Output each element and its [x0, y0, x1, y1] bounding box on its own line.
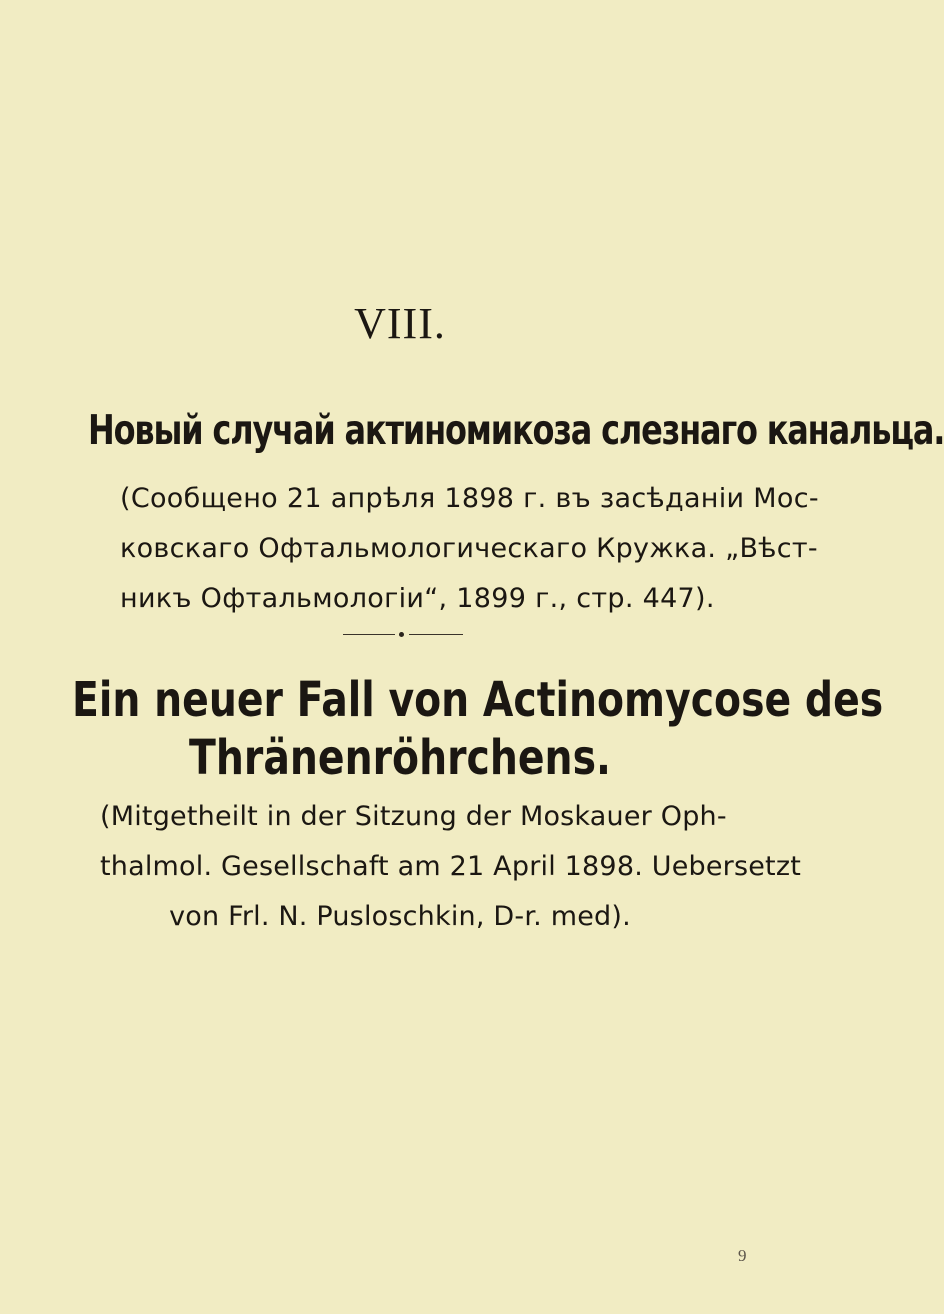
divider-line-left	[343, 634, 395, 635]
section-divider	[343, 634, 463, 636]
page-number: 9	[738, 1246, 747, 1265]
german-note-line: thalmol. Gesellschaft am 21 April 1898. Uebersetzt	[100, 851, 802, 882]
russian-note-line: никъ Офтальмологіи“, 1899 г., стр. 447).	[120, 583, 715, 614]
divider-line-right	[409, 634, 463, 635]
russian-note-line: ковскаго Офтальмологическаго Кружка. „Вѣст-	[120, 533, 818, 564]
german-title-line-1: Ein neuer Fall von Actinomycose des	[72, 672, 884, 728]
german-note-line: (Mitgetheilt in der Sitzung der Moskauer Oph-	[100, 801, 727, 832]
russian-title: Новый случай актиномикоза слезнаго канальца.	[88, 406, 944, 454]
german-publication-note	[100, 792, 802, 942]
chapter-numeral: VIII.	[354, 299, 446, 348]
divider-dot	[399, 632, 404, 637]
german-note-line: von Frl. N. Pusloschkin, D-r. med).	[169, 901, 631, 932]
german-title-line-2: Thränenröhrchens.	[189, 730, 611, 786]
russian-note-line: (Сообщено 21 апрѣля 1898 г. въ засѣданіи Мос-	[120, 483, 819, 514]
russian-publication-note	[120, 474, 819, 624]
